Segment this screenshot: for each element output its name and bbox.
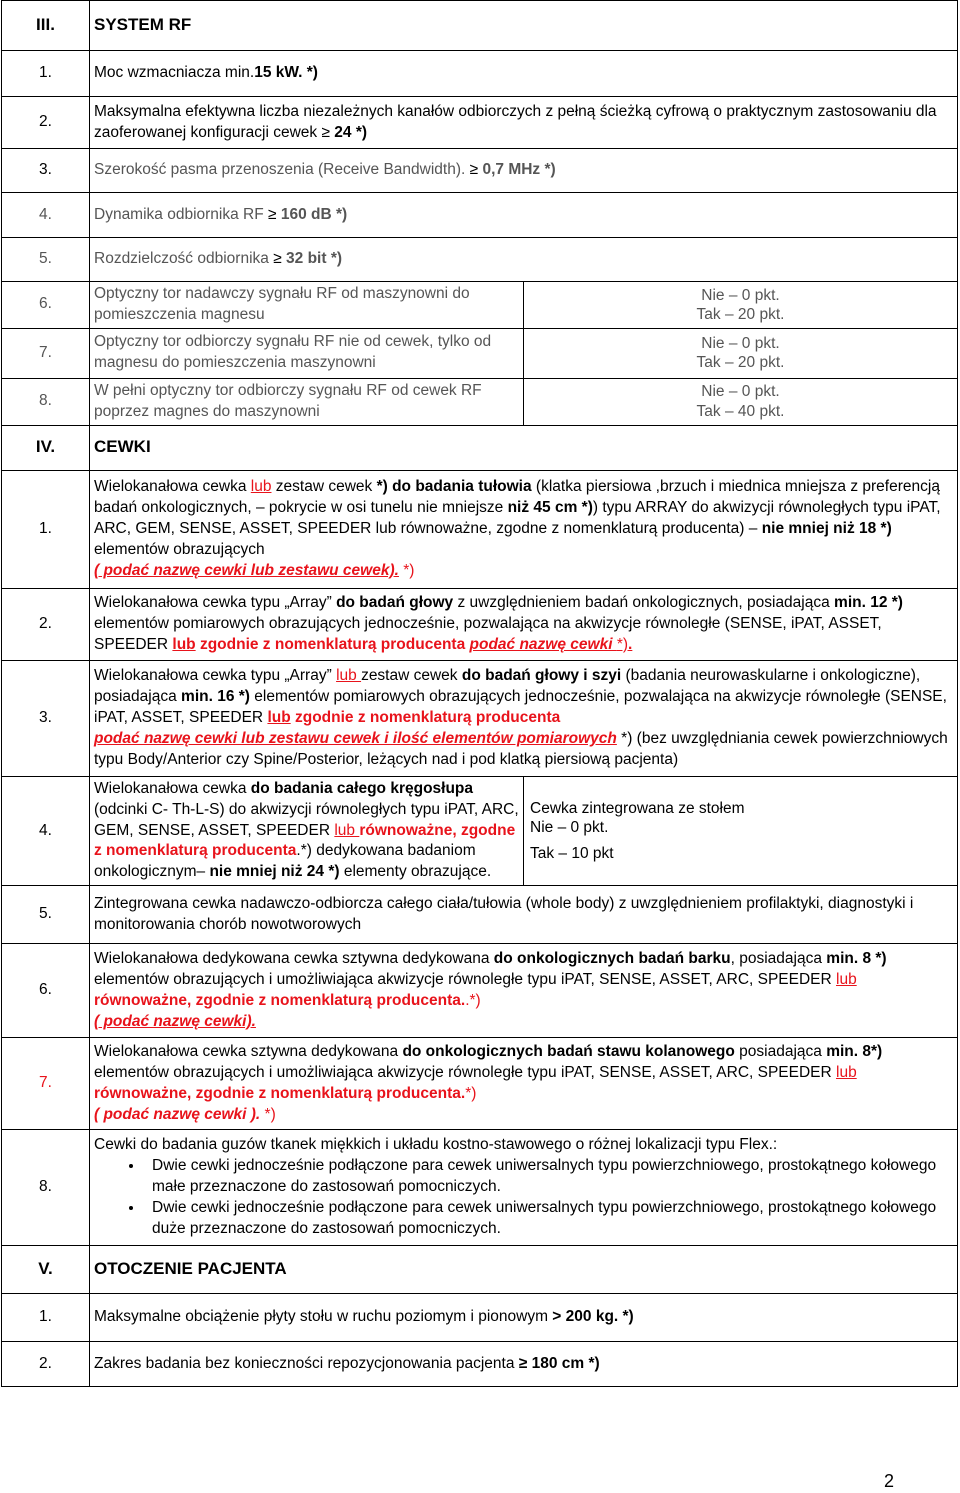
item-row <box>2 1130 958 1246</box>
item-row <box>2 776 958 886</box>
item-row <box>2 944 958 1038</box>
item-text: Maksymalne obciążenie płyty stołu w ruchu poziomym i pionowym > 200 kg. *) <box>90 1294 958 1342</box>
section-row-4 <box>2 425 958 470</box>
score-cell: Nie – 0 pkt. Tak – 40 pkt. <box>524 378 958 425</box>
section-number: V. <box>2 1246 90 1294</box>
section-title: SYSTEM RF <box>90 1 958 51</box>
item-number: 4. <box>2 193 90 238</box>
item-row <box>2 886 958 944</box>
item-row <box>2 51 958 97</box>
item-text: Wielokanałowa dedykowana cewka sztywna dedykowana do onkologicznych badań barku, posiadająca min. 8 *) elementów obrazujących i umożliwiająca akwizycje równoległe typu iPAT, SENSE, ASSET, ARC, SPEEDER lub równoważne, zgodnie z nomenklaturą producenta..*) ( podać nazwę cewki). <box>90 944 958 1038</box>
section-title: OTOCZENIE PACJENTA <box>90 1246 958 1294</box>
item-number: 3. <box>2 149 90 193</box>
item-text: Moc wzmacniacza min.15 kW. *) <box>90 51 958 97</box>
item-text: Zakres badania bez konieczności repozycjonowania pacjenta ≥ 180 cm *) <box>90 1342 958 1387</box>
item-text: Zintegrowana cewka nadawczo-odbiorcza całego ciała/tułowia (whole body) z uwzględnieniem profilaktyki, diagnostyki i monitorowania chorób nowotworowych <box>90 886 958 944</box>
item-row <box>2 1342 958 1387</box>
list-item: • Dwie cewki jednocześnie podłączone para cewek uniwersalnych typu powierzchniowego, prostokątnego kołowego małe przeznaczone do zastosowań pomocniczych. <box>144 1156 953 1198</box>
item-text: Maksymalna efektywna liczba niezależnych kanałów odbiorczych z pełną ścieżką cyfrową o praktycznym zastosowaniu dla zaoferowanej konfiguracji cewek ≥ 24 *) <box>90 97 958 149</box>
item-number: 8. <box>2 1130 90 1246</box>
item-number: 7. <box>2 1038 90 1130</box>
item-number: 2. <box>2 1342 90 1387</box>
spec-table <box>1 0 958 1387</box>
item-number: 4. <box>2 776 90 886</box>
item-row <box>2 238 958 282</box>
item-text: Wielokanałowa cewka do badania całego kręgosłupa (odcinki C- Th-L-S) do akwizycji równoległych typu iPAT, ARC, GEM, SENSE, ASSET, SPEEDER lub równoważne, zgodne z nomenklaturą producenta.*) dedykowana badaniom onkologicznym– nie mniej niż 24 *) elementy obrazujące. <box>90 776 524 886</box>
score-cell: Cewka zintegrowana ze stołem Nie – 0 pkt. Tak – 10 pkt <box>524 776 958 886</box>
item-row <box>2 378 958 425</box>
item-text: Wielokanałowa cewka typu „Array” do badań głowy z uwzględnieniem badań onkologicznych, posiadająca min. 12 *) elementów pomiarowych obrazujących jednocześnie, pozwalająca na akwizycje równoległe (SENSE, iPAT, ASSET, SPEEDER lub zgodnie z nomenklaturą producenta podać nazwę cewki *). <box>90 588 958 660</box>
item-row <box>2 193 958 238</box>
item-number: 3. <box>2 660 90 776</box>
item-number: 6. <box>2 944 90 1038</box>
item-number: 6. <box>2 282 90 329</box>
item-text: Wielokanałowa cewka sztywna dedykowana do onkologicznych badań stawu kolanowego posiadająca min. 8*) elementów obrazujących i umożliwiająca akwizycje równoległe typu iPAT, SENSE, ASSET, ARC, SPEEDER lub równoważne, zgodnie z nomenklaturą producenta.*) ( podać nazwę cewki ). *) <box>90 1038 958 1130</box>
item-row <box>2 660 958 776</box>
item-number: 2. <box>2 588 90 660</box>
item-text: Szerokość pasma przenoszenia (Receive Bandwidth). ≥ 0,7 MHz *) <box>90 149 958 193</box>
item-text: Optyczny tor odbiorczy sygnału RF nie od cewek, tylko od magnesu do pomieszczenia maszynowni <box>90 328 524 378</box>
item-number: 7. <box>2 328 90 378</box>
section-number: IV. <box>2 425 90 470</box>
item-number: 2. <box>2 97 90 149</box>
item-text: Optyczny tor nadawczy sygnału RF od maszynowni do pomieszczenia magnesu <box>90 282 524 329</box>
list-item: • Dwie cewki jednocześnie podłączone para cewek uniwersalnych typu powierzchniowego, prostokątnego kołowego duże przeznaczone do zastosowań pomocniczych. <box>144 1198 953 1240</box>
score-cell: Nie – 0 pkt. Tak – 20 pkt. <box>524 328 958 378</box>
score-cell: Nie – 0 pkt. Tak – 20 pkt. <box>524 282 958 329</box>
item-text: Rozdzielczość odbiornika ≥ 32 bit *) <box>90 238 958 282</box>
page-number: 2 <box>883 1471 894 1491</box>
item-number: 8. <box>2 378 90 425</box>
item-number: 5. <box>2 238 90 282</box>
item-text: Dynamika odbiornika RF ≥ 160 dB *) <box>90 193 958 238</box>
item-number: 1. <box>2 470 90 588</box>
item-number: 5. <box>2 886 90 944</box>
item-text: Wielokanałowa cewka lub zestaw cewek *) do badania tułowia (klatka piersiowa ,brzuch i miednica mniejsza z preferencją badań onkologicznych, – pokrycie w osi tunelu nie mniejsze niż 45 cm *)) typu ARRAY do akwizycji równoległych typu iPAT, ARC, GEM, SENSE, ASSET, SPEEDER lub równoważne, zgodne z nomenklaturą producenta) – nie mniej niż 18 *) elementów obrazujących ( podać nazwę cewki lub zestawu cewek). *) <box>90 470 958 588</box>
item-row <box>2 1294 958 1342</box>
item-row <box>2 328 958 378</box>
bullet-list <box>94 1156 953 1240</box>
item-row <box>2 282 958 329</box>
item-text: Wielokanałowa cewka typu „Array” lub zestaw cewek do badań głowy i szyi (badania neurowaskularne i onkologiczne), posiadająca min. 16 *) elementów pomiarowych obrazujących jednocześnie, pozwalająca na akwizycje równoległe (SENSE, iPAT, ASSET, SPEEDER lub zgodnie z nomenklaturą producenta podać nazwę cewki lub zestawu cewek i ilość elementów pomiarowych *) (bez uwzględniania cewek powierzchniowych typu Body/Anterior czy Spine/Posterior, leżących nad i pod klatką piersiową pacjenta) <box>90 660 958 776</box>
item-row <box>2 470 958 588</box>
item-row <box>2 1038 958 1130</box>
item-number: 1. <box>2 51 90 97</box>
item-text: Cewki do badania guzów tkanek miękkich i układu kostno-stawowego o różnej lokalizacji typu Flex.: • Dwie cewki jednocześnie podłączone para cewek uniwersalnych typu powierzchniowego, prostokątnego kołowego małe przeznaczone do zastosowań pomocniczych. • Dwie cewki jednocześnie podłączone para cewek uniwersalnych typu powierzchniowego, prostokątnego kołowego duże przeznaczone do zastosowań pomocniczych. <box>90 1130 958 1246</box>
item-number: 1. <box>2 1294 90 1342</box>
section-row-3 <box>2 1 958 51</box>
section-row-5 <box>2 1246 958 1294</box>
item-row <box>2 588 958 660</box>
item-row <box>2 97 958 149</box>
section-title: CEWKI <box>90 425 958 470</box>
item-text: W pełni optyczny tor odbiorczy sygnału RF od cewek RF poprzez magnes do maszynowni <box>90 378 524 425</box>
item-row <box>2 149 958 193</box>
section-number: III. <box>2 1 90 51</box>
